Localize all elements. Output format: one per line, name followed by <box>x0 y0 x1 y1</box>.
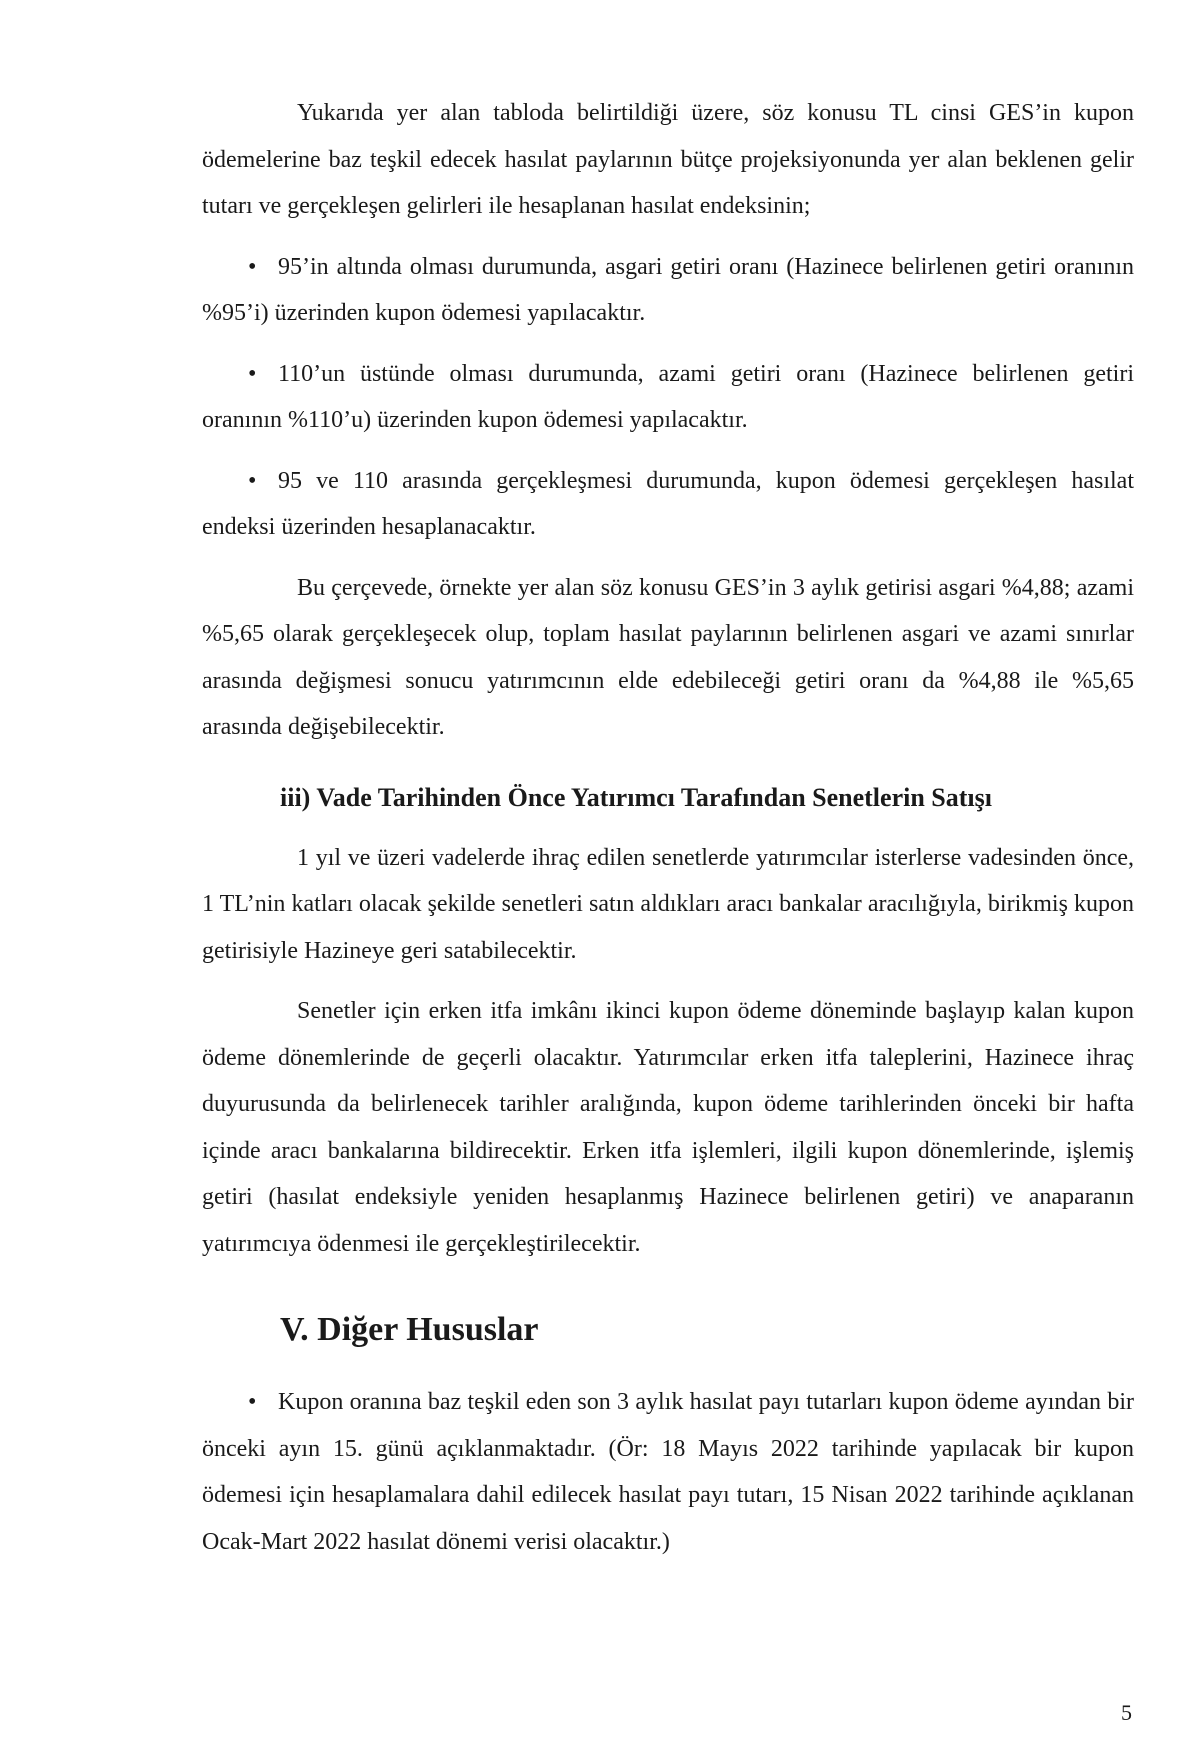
example-paragraph: Bu çerçevede, örnekte yer alan söz konusu GES’in 3 aylık getirisi asgari %4,88; azami %5,65 olarak gerçekleşecek olup, toplam hasılat paylarının belirlenen asgari ve azami sınırlar arasında değişmesi sonucu yatırımcının elde edebileceği getiri oranı da %4,88 ile %5,65 arasında değişebilecektir. <box>202 574 1134 740</box>
page-number: 5 <box>1121 1700 1132 1725</box>
bullet-text: Kupon oranına baz teşkil eden son 3 aylık hasılat payı tutarları kupon ödeme ayından bir önceki ayın 15. günü açıklanmaktadır. (Ör: 18 Mayıs 2022 tarihinde yapılacak bir kupon ödemesi için hesaplamalara dahil edilecek hasılat payı tutarı, 15 Nisan 2022 tarihinde açıklanan Ocak-Mart 2022 hasılat dönemi verisi olacaktır.) <box>202 1389 1134 1555</box>
bullet-text: 110’un üstünde olması durumunda, azami getiri oranı (Hazinece belirlenen getiri oranının %110’u) üzerinden kupon ödemesi yapılacaktır. <box>202 360 1134 433</box>
bullet-item <box>202 1379 1134 1565</box>
intro-paragraph: Yukarıda yer alan tabloda belirtildiği üzere, söz konusu TL cinsi GES’in kupon ödemelerine baz teşkil edecek hasılat paylarının bütçe projeksiyonunda yer alan beklenen gelir tutarı ve gerçekleşen gelirleri ile hesaplanan hasılat endeksinin; <box>202 100 1134 219</box>
bullet-item <box>202 458 1134 551</box>
bullet-text: 95 ve 110 arasında gerçekleşmesi durumunda, kupon ödemesi gerçekleşen hasılat endeksi üzerinden hesaplanacaktır. <box>202 467 1134 540</box>
section-v-heading: V. Diğer Hususlar <box>280 1311 539 1348</box>
section-iii-paragraph-2: Senetler için erken itfa imkânı ikinci kupon ödeme döneminde başlayıp kalan kupon ödeme dönemlerinde de geçerli olacaktır. Yatırımcılar erken itfa taleplerini, Hazinece ihraç duyurusunda da belirlenecek tarihler aralığında, kupon ödeme tarihlerinden önceki bir hafta içinde aracı bankalarına bildirecektir. Erken itfa işlemleri, ilgili kupon dönemlerinde, işlemiş getiri (hasılat endeksiyle yeniden hesaplanmış Hazinece belirlenen getiri) ve anaparanın yatırımcıya ödenmesi ile gerçekleştirilecektir. <box>202 998 1134 1257</box>
bullet-dot-icon: • <box>248 467 257 494</box>
bullet-dot-icon: • <box>248 253 257 280</box>
bullet-text: 95’in altında olması durumunda, asgari getiri oranı (Hazinece belirlenen getiri oranının %95’i) üzerinden kupon ödemesi yapılacaktır. <box>202 253 1134 326</box>
section-iii-heading: iii) Vade Tarihinden Önce Yatırımcı Tarafından Senetlerin Satışı <box>280 782 992 812</box>
section-iii-paragraph-1: 1 yıl ve üzeri vadelerde ihraç edilen senetlerde yatırımcılar isterlerse vadesinden önce, 1 TL’nin katları olacak şekilde senetleri satın aldıkları aracı bankalar aracılığıyla, birikmiş kupon getirisiyle Hazineye geri satabilecektir. <box>202 844 1134 964</box>
bullet-item <box>202 351 1134 444</box>
document-page <box>202 90 1134 1565</box>
bullet-dot-icon: • <box>248 360 257 387</box>
bullet-item <box>202 244 1134 337</box>
bullet-dot-icon: • <box>248 1389 257 1415</box>
